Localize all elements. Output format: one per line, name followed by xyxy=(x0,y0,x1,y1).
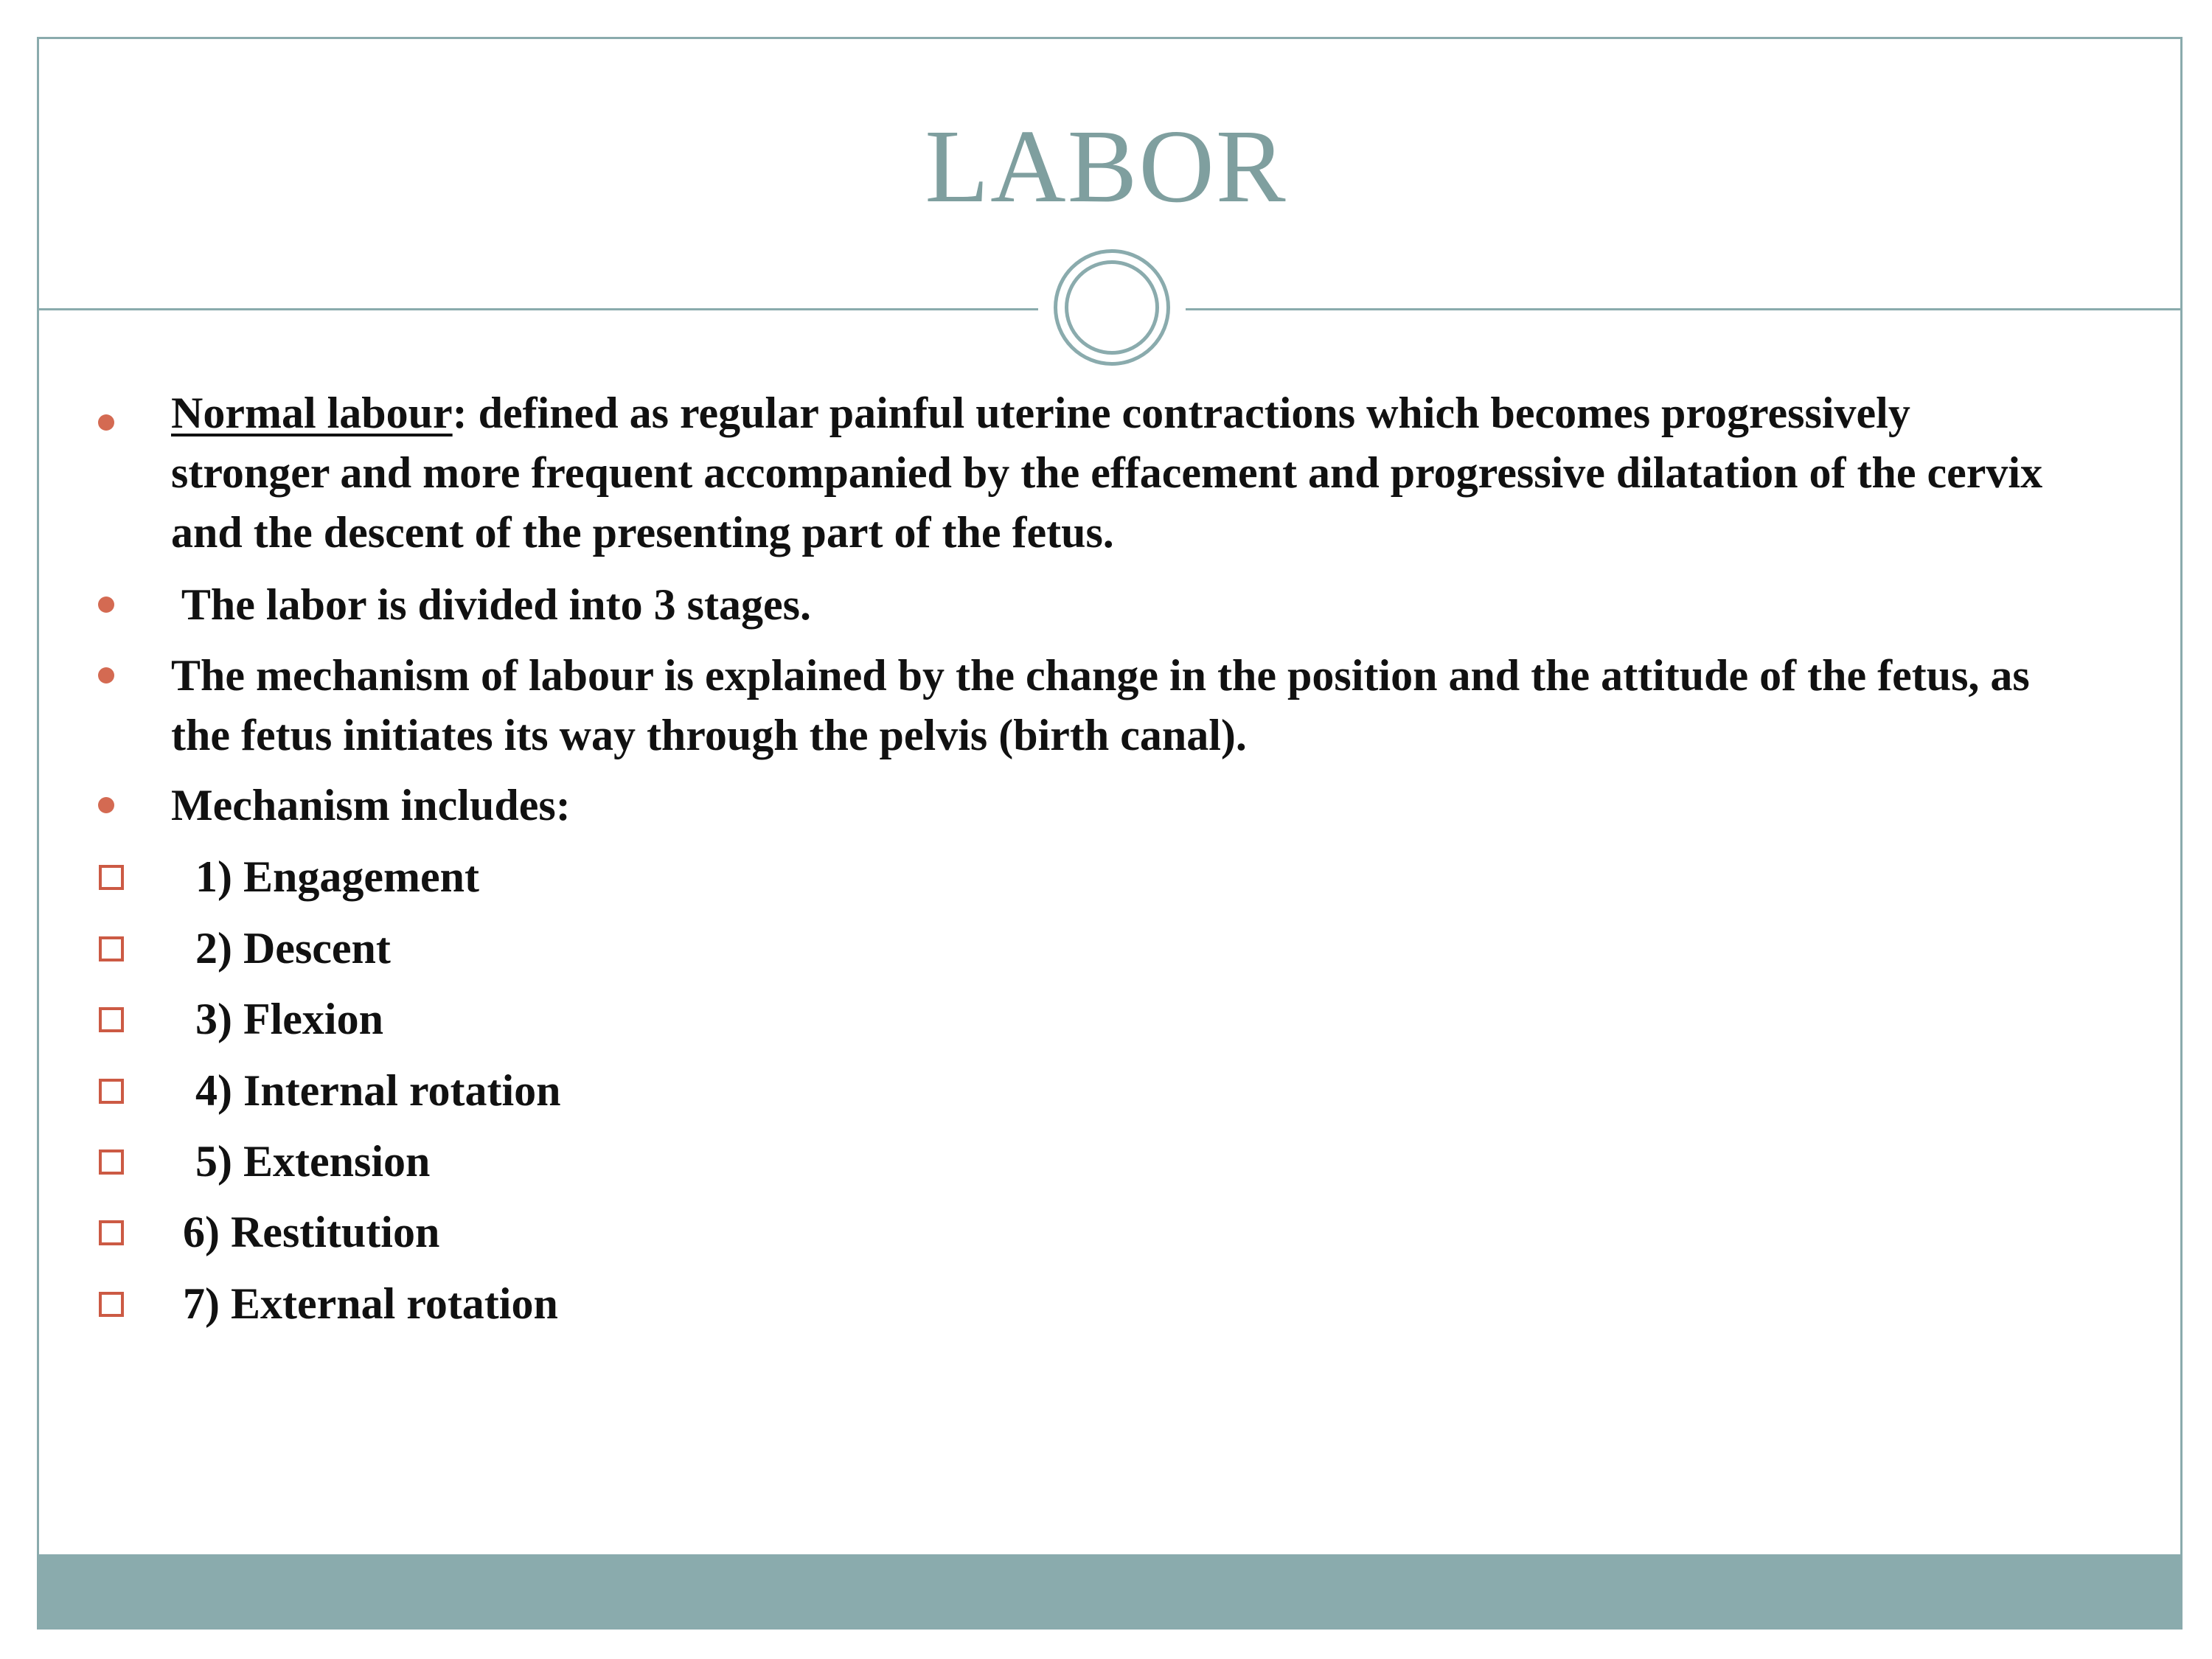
step-text: 3) Flexion xyxy=(195,995,383,1043)
step-text: 7) External rotation xyxy=(183,1279,558,1328)
round-dot-icon xyxy=(98,414,114,431)
slide-title: LABOR xyxy=(925,108,1287,224)
round-dot-icon xyxy=(98,597,114,613)
hollow-square-bullet-icon xyxy=(99,865,124,890)
bullet-text: Mechanism includes: xyxy=(171,781,571,830)
bullet-term: Normal labour xyxy=(171,389,453,437)
hollow-square-bullet-icon xyxy=(99,1079,124,1104)
step-text: 6) Restitution xyxy=(183,1208,440,1256)
hollow-square-bullet-icon xyxy=(99,1292,124,1317)
bullet-text xyxy=(171,383,2073,563)
step-text: 2) Descent xyxy=(195,924,391,973)
round-dot-icon xyxy=(98,797,114,813)
bullet-text: The mechanism of labour is explained by the change in the position and the attitude of the fetus, as the fetus initiates its way through the pelvis (birth canal). xyxy=(171,651,2030,759)
bullet-definition: : defined as regular painful uterine contractions which becomes progressively stronger and more frequent accompanied by the effacement and progressive dilatation of the cervix and the descent of the presenting part of the fetus. xyxy=(171,389,2043,557)
round-dot-icon xyxy=(98,667,114,684)
step-text: 1) Engagement xyxy=(195,852,479,901)
hollow-square-bullet-icon xyxy=(99,1007,124,1032)
step-text: 5) Extension xyxy=(195,1137,431,1186)
hollow-square-bullet-icon xyxy=(99,1150,124,1175)
step-text: 4) Internal rotation xyxy=(195,1066,561,1115)
hollow-square-bullet-icon xyxy=(99,1220,124,1245)
footer-bar xyxy=(38,1554,2181,1628)
hollow-square-bullet-icon xyxy=(99,936,124,961)
bullet-text: The labor is divided into 3 stages. xyxy=(171,580,811,629)
